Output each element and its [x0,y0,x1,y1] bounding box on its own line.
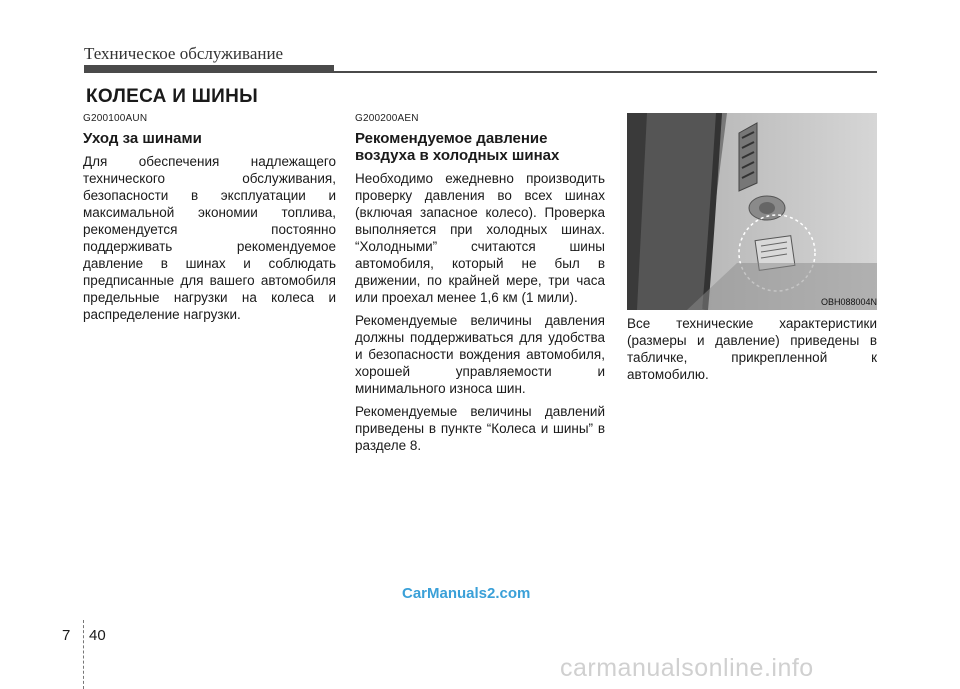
section-code: G200100AUN [83,113,148,124]
paragraph: Все технические характеристики (размеры и давление) приведены в табличке, прикрепленной к автомобилю. [627,316,877,382]
paragraph: Рекомендуемые величины давления должны поддерживаться для удобства и безопасности вождения автомобиля, хорошей управляемости и минимального износа шин. [355,313,605,396]
section-title: КОЛЕСА И ШИНЫ [86,86,259,107]
section-code: G200200AEN [355,113,419,124]
page-number: 40 [89,627,106,644]
paragraph: Рекомендуемые величины давлений приведены в пункте “Колеса и шины” в разделе 8. [355,404,605,453]
header-bar [84,65,334,73]
running-header: Техническое обслуживание [84,44,284,63]
door-pillar-label-photo [627,113,877,310]
watermark-carmanualsonline: carmanualsonline.info [560,654,814,682]
subheading-cold-pressure: Рекомендуемое давление воздуха в холодных шинах [355,130,560,164]
column-2 [355,113,605,454]
figure-code: OBH088004N [820,297,877,307]
column-3-text [627,315,877,383]
paragraph: Необходимо ежедневно производить проверку давления во всех шинах (включая запасное колесо). Проверка выполняется при холодных шинах. “Холодными” считаются шины автомобиля, который не был в движении, по крайней мере, три часа или проехал менее 1,6 км (1 мили). [355,171,605,305]
subheading-tire-care: Уход за шинами [83,130,202,147]
chapter-number: 7 [62,627,71,644]
header-rule [334,71,877,73]
paragraph: Для обеспечения надлежащего технического обслуживания, безопасности в эксплуатации и максимальной экономии топлива, рекомендуется постоянно поддерживать рекомендуемое давление в шинах и соблюдать предписанные для вашего автомобиля предельные нагрузки на колеса и распределение нагрузки. [83,154,336,322]
photo-illustration [627,113,877,310]
watermark-carmanuals2: CarManuals2.com [402,585,531,602]
footer-divider [83,620,84,689]
column-1 [83,113,336,323]
